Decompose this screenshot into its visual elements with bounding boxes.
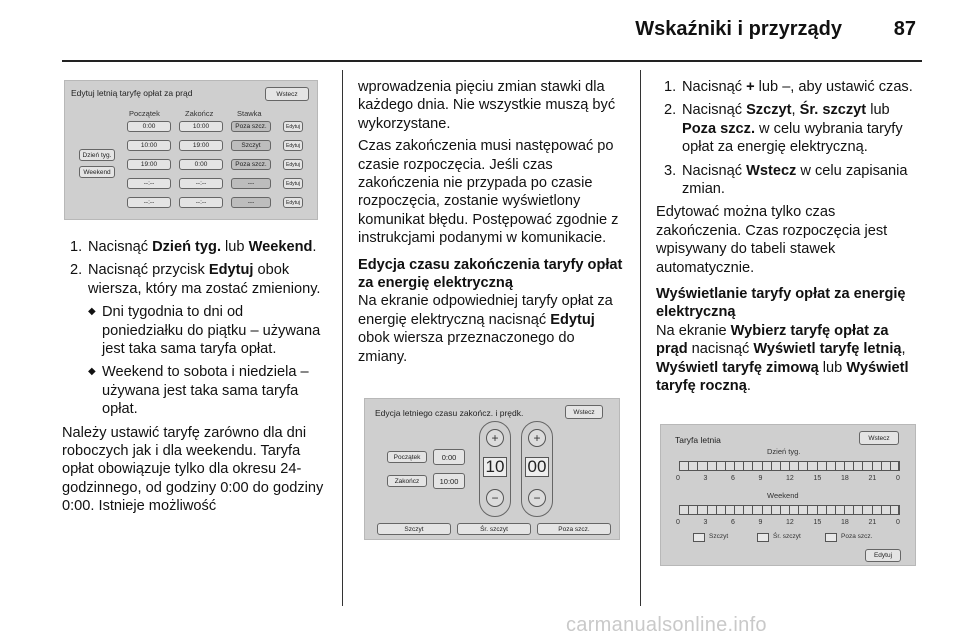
row-edit-button[interactable]: Edytuj	[283, 159, 303, 170]
row-end: 0:00	[179, 159, 223, 170]
column-1	[62, 238, 328, 520]
timeline-tick	[707, 461, 708, 471]
timeline-tick	[697, 505, 698, 515]
timeline-tick	[872, 505, 873, 515]
column-end-label: Zakończ	[185, 109, 214, 118]
timeline-tick	[780, 461, 781, 471]
hour-minus-icon[interactable]: −	[486, 489, 504, 507]
timeline-tick	[707, 505, 708, 515]
start-value: 0:00	[433, 449, 465, 465]
timeline-tick	[844, 505, 845, 515]
paragraph: Na ekranie Wybierz taryfę opłat za prąd nacisnąć Wyświetl taryfę letnią, Wyświetl taryfę zimową lub Wyświetl taryfę roczną.	[656, 322, 909, 395]
timeline-tick	[697, 461, 698, 471]
hours-display: 10	[483, 457, 507, 477]
screen-edit-end-time	[364, 398, 620, 540]
column-2	[358, 78, 624, 370]
minute-plus-icon[interactable]: +	[528, 429, 546, 447]
step-1: 1. Nacisnąć + lub –, aby ustawić czas.	[664, 79, 913, 95]
row-edit-button[interactable]: Edytuj	[283, 121, 303, 132]
timeline-tick	[752, 461, 753, 471]
timeline-tick	[679, 505, 680, 515]
page-header	[0, 0, 960, 62]
screen-title: Edytuj letnią taryfę opłat za prąd	[71, 88, 193, 98]
paragraph: Na ekranie odpowiedniej taryfy opłat za energię elektryczną nacisnąć Edytuj obok wiersza przeznaczonego do zmiany.	[358, 293, 613, 365]
end-label: Zakończ	[387, 475, 427, 487]
timeline-tick-label: 0	[676, 475, 680, 482]
weekend-ticks	[679, 505, 899, 515]
weekend-tick-labels	[676, 519, 900, 529]
timeline-tick-label: 9	[758, 519, 763, 526]
page-title: Wskaźniki i przyrządy	[635, 18, 842, 40]
row-edit-button[interactable]: Edytuj	[283, 178, 303, 189]
minutes-display: 00	[525, 457, 549, 477]
legend-peak: Szczyt	[709, 533, 729, 540]
paragraph: Należy ustawić taryfę zarówno dla dni roboczych jak i dla weekendu. Taryfa opłat obowiązuje tylko dla okresu 24-godzinnego, od godziny 0:00 do godziny 0:00. Istnieje możliwość	[62, 424, 324, 515]
step-1: 1. Nacisnąć Dzień tyg. lub Weekend.	[70, 239, 317, 255]
timeline-tick	[807, 461, 808, 471]
timeline-tick-label: 6	[731, 519, 735, 526]
timeline-tick	[762, 461, 763, 471]
timeline-tick	[826, 505, 827, 515]
timeline-tick	[890, 461, 891, 471]
timeline-tick	[734, 461, 735, 471]
peak-button[interactable]: Szczyt	[377, 523, 451, 535]
timeline-tick	[817, 461, 818, 471]
legend-off-swatch	[825, 533, 837, 542]
timeline-tick	[853, 505, 854, 515]
timeline-tick	[844, 461, 845, 471]
timeline-tick	[752, 505, 753, 515]
timeline-tick	[862, 461, 863, 471]
timeline-tick	[899, 505, 900, 515]
start-label: Początek	[387, 451, 427, 463]
row-end: --:--	[179, 197, 223, 208]
row-rate: ---	[231, 178, 271, 189]
row-rate: Szczyt	[231, 140, 271, 151]
bullet-weekend: ◆ Weekend to sobota i niedziela – używana jest taka sama taryfa opłat.	[88, 363, 328, 418]
timeline-tick	[743, 505, 744, 515]
bullet-list	[88, 303, 328, 418]
end-value: 10:00	[433, 473, 465, 489]
paragraph: Edytować można tylko czas zakończenia. Czas rozpoczęcia jest wpisywany do tabeli stawek automatycznie.	[656, 204, 888, 276]
timeline-tick	[862, 505, 863, 515]
back-button[interactable]: Wstecz	[265, 87, 309, 101]
timeline-tick	[780, 505, 781, 515]
section-heading: Wyświetlanie taryfy opłat za energię elektryczną	[656, 286, 906, 321]
timeline-tick	[881, 505, 882, 515]
mid-peak-button[interactable]: Śr. szczyt	[457, 523, 531, 535]
timeline-tick	[881, 461, 882, 471]
timeline-tick-label: 12	[786, 519, 794, 526]
timeline-tick-label: 18	[841, 475, 849, 482]
step-2: 2. Nacisnąć Szczyt, Śr. szczyt lub Poza szcz. w celu wybrania taryfy opłat za energię elektryczną.	[664, 102, 903, 156]
paragraph: Czas zakończenia musi następować po czasie rozpoczęcia. Jeśli czas zakończenia nie przypada po czasie rozpoczęcia, zostanie wyświetlony komunikat błędu. Postępować zgodnie z instrukcjami podanymi w komunikacie.	[358, 138, 619, 247]
row-start: --:--	[127, 197, 171, 208]
timeline-tick-label: 9	[758, 475, 763, 482]
row-end: --:--	[179, 178, 223, 189]
legend-off: Poza szcz.	[841, 533, 873, 540]
hour-plus-icon[interactable]: +	[486, 429, 504, 447]
timeline-tick	[807, 505, 808, 515]
timeline-tick-label: 15	[813, 475, 822, 482]
row-rate: Poza szcz.	[231, 159, 271, 170]
timeline-tick	[817, 505, 818, 515]
step-3: 3. Nacisnąć Wstecz w celu zapisania zmian.	[664, 162, 908, 198]
weekday-tick-labels	[676, 475, 900, 485]
timeline-tick-label: 21	[868, 475, 877, 482]
row-edit-button[interactable]: Edytuj	[283, 197, 303, 208]
timeline-tick	[679, 461, 680, 471]
row-edit-button[interactable]: Edytuj	[283, 140, 303, 151]
bullet-weekdays: ◆ Dni tygodnia to dni od poniedziałku do piątku – używana jest taka sama taryfa opłat.	[88, 303, 328, 358]
row-start: 19:00	[127, 159, 171, 170]
off-peak-button[interactable]: Poza szcz.	[537, 523, 611, 535]
minute-minus-icon[interactable]: −	[528, 489, 546, 507]
row-start: 0:00	[127, 121, 171, 132]
row-rate: Poza szcz.	[231, 121, 271, 132]
timeline-tick-label: 3	[703, 519, 708, 526]
timeline-tick-label: 12	[786, 475, 794, 482]
timeline-tick-label: 0	[896, 475, 900, 482]
row-end: 19:00	[179, 140, 223, 151]
timeline-tick	[789, 505, 790, 515]
row-start: 10:00	[127, 140, 171, 151]
timeline-tick	[688, 461, 689, 471]
timeline-tick	[853, 461, 854, 471]
timeline-tick	[771, 461, 772, 471]
column-divider	[342, 70, 343, 606]
step-2: 2. Nacisnąć przycisk Edytuj obok wiersza, który ma zostać zmieniony. ◆ Dni tygodnia to dni od poniedziałku do piątku – używana jest taka sama taryfa opłat. ◆ Weekend to sobota i niedziela – używana jest taka sama taryfa opłat.	[62, 261, 328, 418]
row-end: 10:00	[179, 121, 223, 132]
timeline-tick	[771, 505, 772, 515]
screen-summer-tariff	[660, 424, 916, 566]
timeline-tick	[725, 505, 726, 515]
timeline-tick	[872, 461, 873, 471]
column-3	[656, 78, 924, 400]
timeline-tick	[899, 461, 900, 471]
timeline-tick	[762, 505, 763, 515]
screen-edit-summer-tariff	[64, 80, 318, 220]
timeline-tick	[716, 461, 717, 471]
timeline-tick	[725, 461, 726, 471]
row-start: --:--	[127, 178, 171, 189]
timeline-tick	[798, 505, 799, 515]
steps-list	[656, 78, 924, 198]
legend-mid-swatch	[757, 533, 769, 542]
timeline-tick	[835, 505, 836, 515]
column-divider	[640, 70, 641, 606]
row-rate: ---	[231, 197, 271, 208]
column-start-label: Początek	[129, 109, 160, 118]
weekday-button[interactable]: Dzień tyg.	[79, 149, 115, 161]
timeline-tick	[688, 505, 689, 515]
timeline-tick	[826, 461, 827, 471]
legend-peak-swatch	[693, 533, 705, 542]
edit-button[interactable]: Edytuj	[865, 549, 901, 562]
legend-mid: Śr. szczyt	[773, 533, 801, 540]
timeline-tick	[734, 505, 735, 515]
paragraph: wprowadzenia pięciu zmian stawki dla każdego dnia. Nie wszystkie muszą być wykorzystane.	[358, 79, 616, 132]
timeline-tick	[716, 505, 717, 515]
weekend-button[interactable]: Weekend	[79, 166, 115, 178]
page-number: 87	[893, 18, 916, 40]
timeline-tick-label: 0	[676, 519, 680, 526]
timeline-tick	[798, 461, 799, 471]
section-heading: Edycja czasu zakończenia taryfy opłat za energię elektryczną	[358, 256, 623, 292]
screen-title: Taryfa letnia	[675, 435, 721, 445]
back-button[interactable]: Wstecz	[859, 431, 899, 445]
steps-list	[62, 238, 328, 419]
screen-title: Edycja letniego czasu zakończ. i prędk.	[375, 408, 524, 418]
timeline-tick	[743, 461, 744, 471]
watermark: carmanualsonline.info	[566, 614, 767, 636]
timeline-tick	[835, 461, 836, 471]
timeline-tick	[789, 461, 790, 471]
column-rate-label: Stawka	[237, 109, 262, 118]
header-rule	[62, 60, 922, 62]
timeline-tick-label: 0	[896, 519, 900, 526]
timeline-tick-label: 3	[703, 475, 708, 482]
timeline-tick-label: 18	[841, 519, 849, 526]
timeline-tick-label: 21	[868, 519, 877, 526]
timeline-tick-label: 15	[813, 519, 822, 526]
weekday-label: Dzień tyg.	[767, 447, 801, 456]
timeline-tick-label: 6	[731, 475, 735, 482]
weekday-ticks	[679, 461, 899, 471]
timeline-tick	[890, 505, 891, 515]
weekend-label: Weekend	[767, 491, 799, 500]
back-button[interactable]: Wstecz	[565, 405, 603, 419]
